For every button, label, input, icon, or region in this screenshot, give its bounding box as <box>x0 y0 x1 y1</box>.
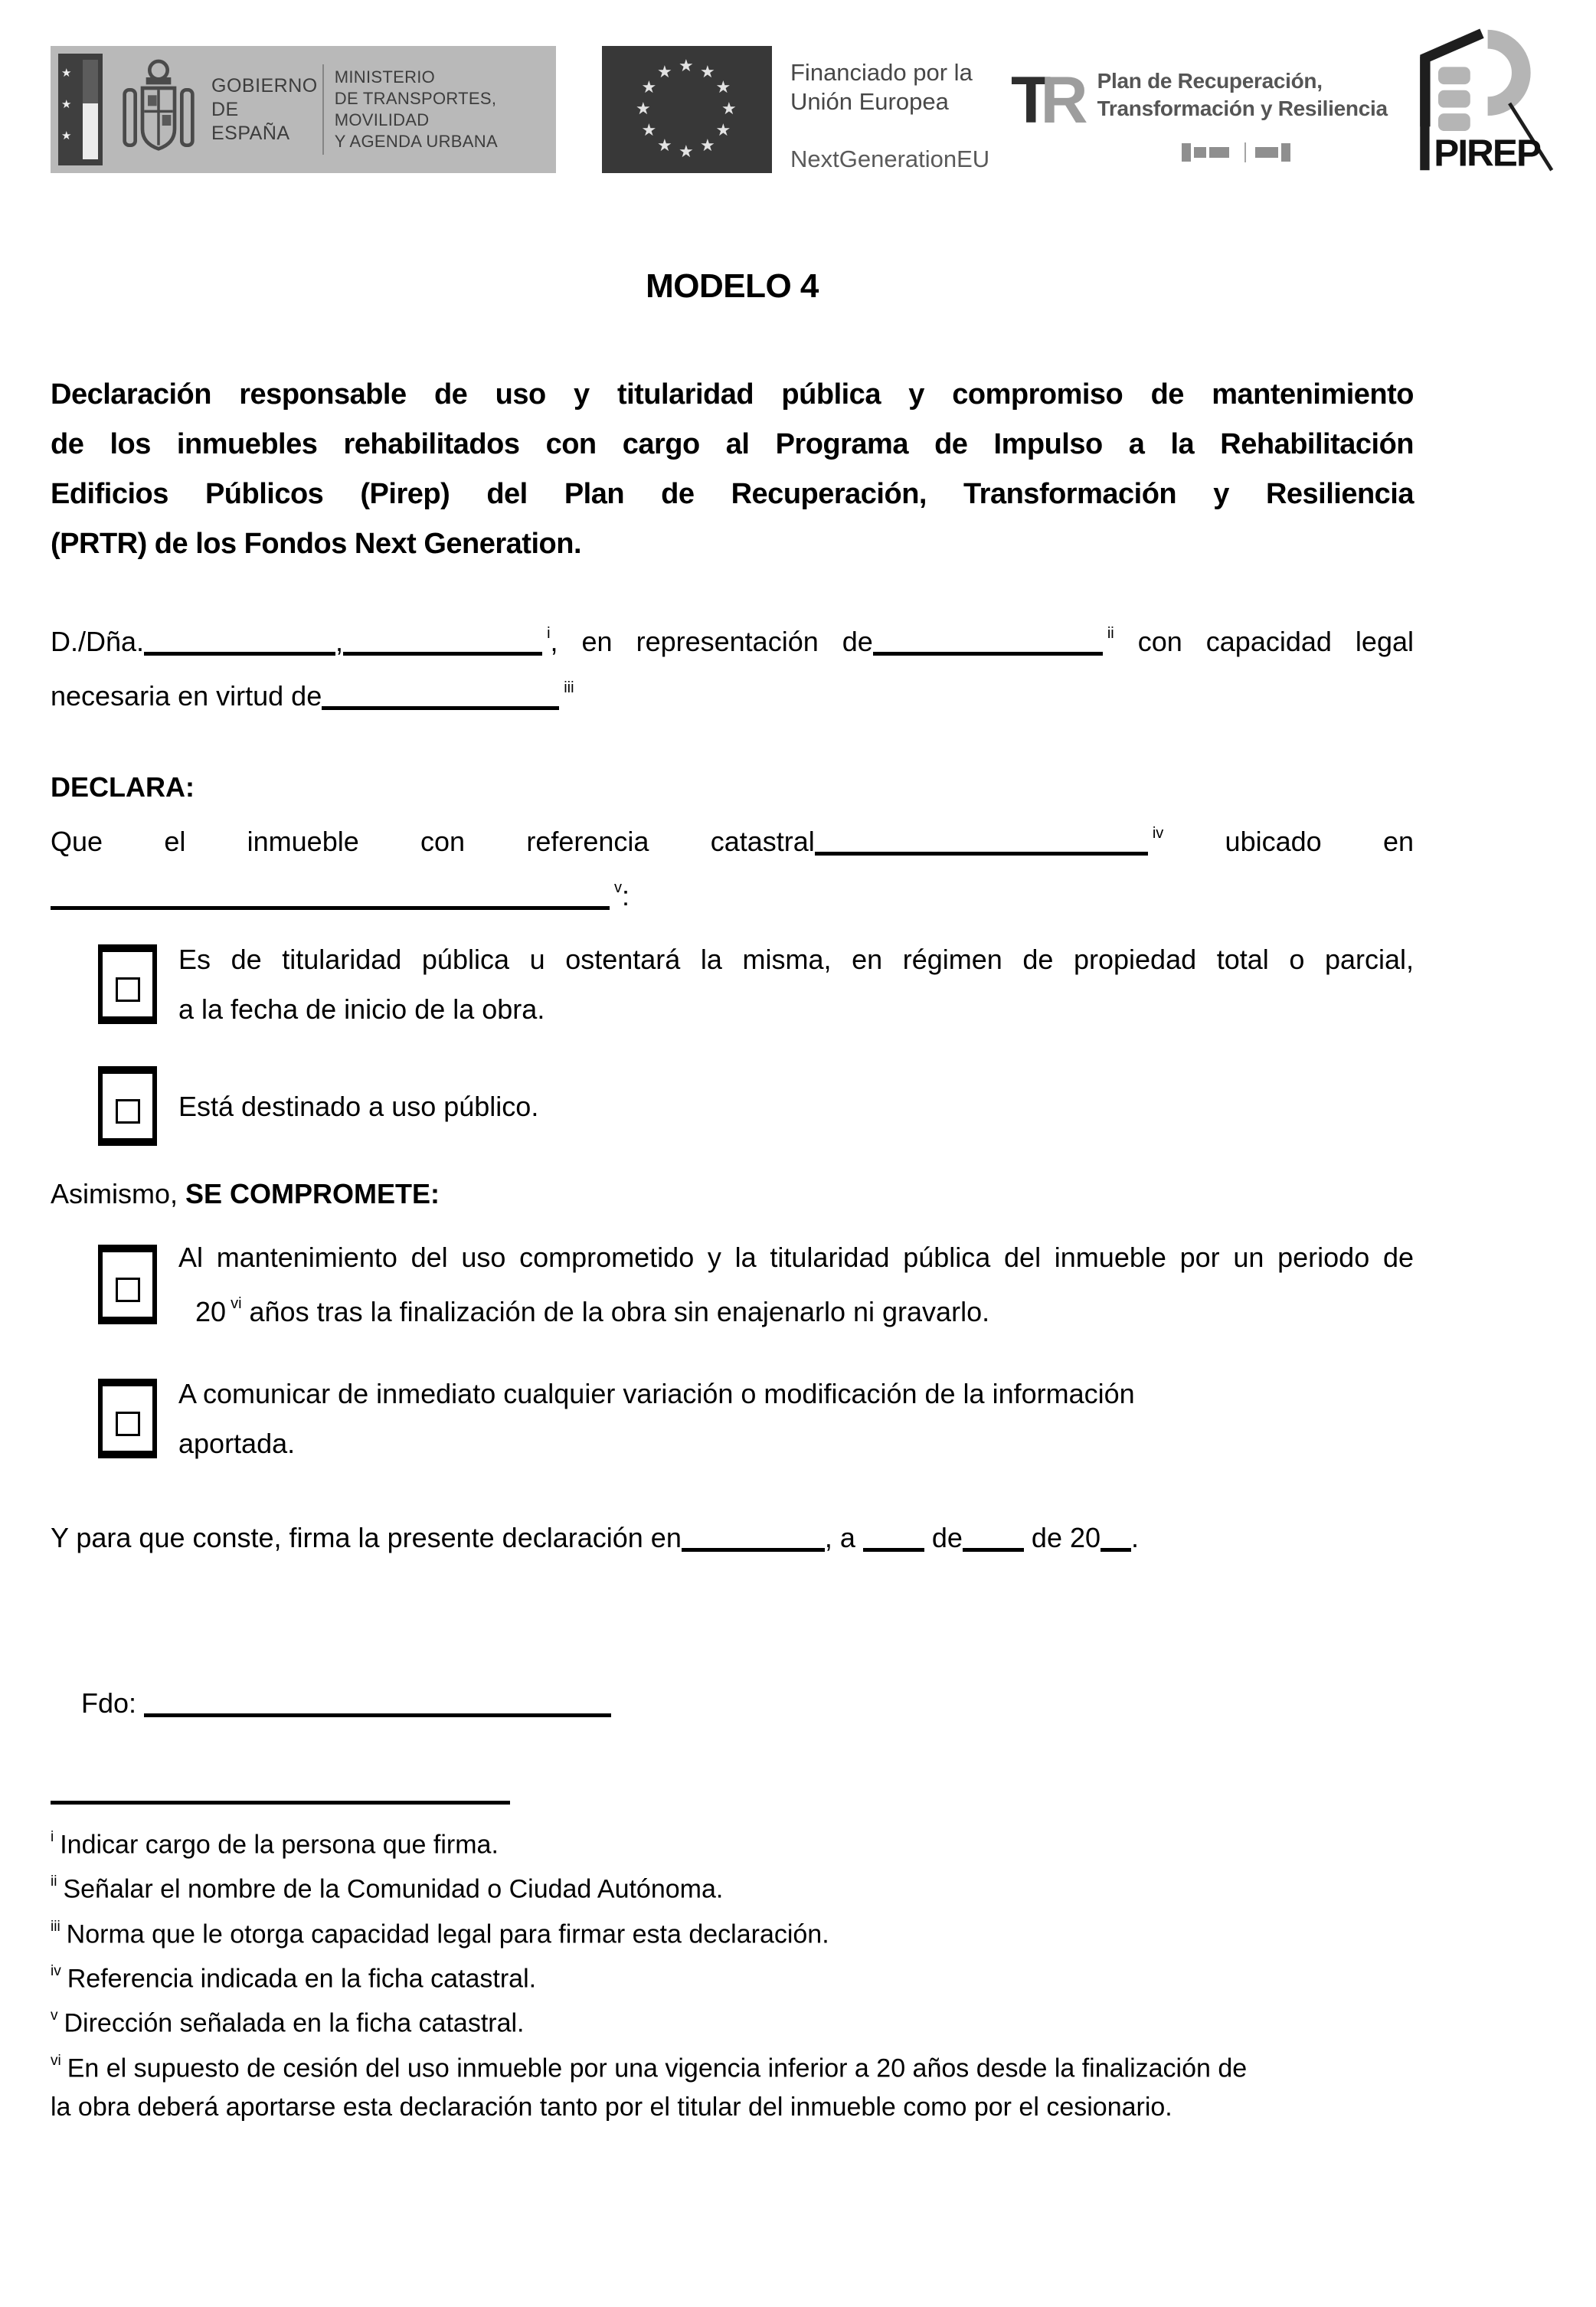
text-line <box>178 1369 1414 1419</box>
ministerio-line2: DE TRANSPORTES, MOVILIDAD <box>334 89 497 129</box>
fdo-label: Fdo: <box>81 1687 145 1719</box>
text-run: de los inmuebles rehabilitados con cargo al Programa de Impulso a la Rehabilitación <box>51 428 1414 460</box>
footnotes <box>51 1820 1414 2127</box>
flag-stripe <box>83 60 98 159</box>
checklist-item-text <box>178 1369 1414 1468</box>
prtr-text <box>1097 67 1388 162</box>
text-run: , <box>335 626 344 657</box>
pirep-logo-icon <box>1409 25 1555 182</box>
prtr-logo <box>1011 64 1388 162</box>
blank-field[interactable] <box>1101 1525 1131 1552</box>
text-run: Es de titularidad pública u ostentará la misma, en régimen de propiedad total o parcial, <box>178 944 1414 975</box>
spain-government-logo <box>51 46 556 173</box>
text-line <box>178 1232 1414 1282</box>
gobierno-line1: GOBIERNO <box>211 74 318 97</box>
checklist-item-text <box>178 934 1414 1034</box>
spain-coat-of-arms-icon <box>113 56 204 163</box>
footnote-ref: i <box>547 625 551 642</box>
text-run: , a <box>824 1522 863 1553</box>
footnote-ref: vi <box>231 1295 242 1312</box>
blank-field[interactable] <box>51 883 610 910</box>
eu-star-icon: ★ <box>657 136 672 155</box>
footnote-text: Referencia indicada en la ficha catastral. <box>67 1964 537 1994</box>
flag-stars-icon: ★ ★ ★ <box>61 67 72 142</box>
checklist-item <box>51 934 1414 1034</box>
declara-section <box>51 762 1414 921</box>
eu-star-icon: ★ <box>700 61 715 81</box>
footnote-line <box>51 1954 1414 1998</box>
checkbox[interactable] <box>98 1379 157 1458</box>
spain-flag-icon <box>58 54 103 165</box>
footnote-text: Indicar cargo de la persona que firma. <box>60 1830 499 1860</box>
footnote-text: la obra deberá aportarse esta declaración tanto por el titular del inmueble como por el cesionario. <box>51 2092 1172 2122</box>
footnote-ref: iv <box>1152 825 1164 842</box>
eu-star-icon: ★ <box>721 99 737 118</box>
text-line <box>51 420 1414 470</box>
tr-logo-icon: TR <box>1011 64 1085 137</box>
blank-field[interactable] <box>682 1525 825 1552</box>
footnote-marker: iii <box>51 1918 61 1935</box>
checklist-item-text <box>178 1082 1414 1131</box>
text-run: de 20 <box>1023 1522 1101 1553</box>
eu-star-icon: ★ <box>657 61 672 81</box>
ministerio-line3: Y AGENDA URBANA <box>334 132 498 151</box>
eu-star-icon: ★ <box>679 142 694 161</box>
text-run: (PRTR) de los Fondos Next Generation. <box>51 528 581 560</box>
eu-star-icon: ★ <box>679 56 694 75</box>
mini-logos <box>1182 142 1388 162</box>
footnote-marker: vi <box>51 2052 61 2069</box>
header-logos <box>51 46 1540 182</box>
eu-star-icon: ★ <box>700 136 715 155</box>
gobierno-text <box>211 74 318 146</box>
blank-field[interactable] <box>863 1525 924 1552</box>
blank-field[interactable] <box>322 683 559 710</box>
checklist-item <box>51 1232 1414 1337</box>
nextgeneu-label: NextGenerationEU <box>790 146 990 172</box>
text-run: con capacidad legal <box>1114 626 1414 657</box>
logo-divider <box>322 64 324 155</box>
footnote-line <box>51 1909 1414 1954</box>
mini-logo-icon <box>1182 142 1235 162</box>
text-line <box>51 812 1414 866</box>
checkbox[interactable] <box>98 944 157 1024</box>
blank-field[interactable] <box>144 629 335 656</box>
fdo-line <box>51 1628 1414 1778</box>
footnote-line <box>51 1820 1414 1864</box>
text-line <box>51 519 1414 569</box>
text-line <box>51 470 1414 519</box>
text-run: aportada. <box>178 1428 296 1459</box>
prtr-line2: Transformación y Resiliencia <box>1097 97 1388 120</box>
checklist-item <box>51 1066 1414 1146</box>
footnote-text: Norma que le otorga capacidad legal para firmar esta declaración. <box>66 1919 829 1949</box>
text-run: Y para que conste, firma la presente declaración en <box>51 1522 682 1553</box>
footnote-marker: ii <box>51 1873 57 1890</box>
text-line <box>178 934 1414 984</box>
mini-logo-icon <box>1255 142 1309 162</box>
compromete-checklist <box>51 1232 1414 1468</box>
footnote-line <box>51 1998 1414 2043</box>
footnote-line <box>51 2044 1414 2088</box>
text-run: Está destinado a uso público. <box>178 1090 539 1122</box>
text-run: . <box>1131 1522 1140 1553</box>
text-run: necesaria en virtud de <box>51 680 322 712</box>
footnote-line <box>51 2088 1414 2127</box>
eu-star-icon: ★ <box>715 77 731 97</box>
text-run: Declaración responsable de uso y titularidad pública y compromiso de mantenimiento <box>51 378 1414 411</box>
text-line <box>51 612 1414 666</box>
checklist-item <box>51 1369 1414 1468</box>
text-run: Asimismo, <box>51 1178 186 1209</box>
checklist-item-text <box>178 1232 1414 1337</box>
text-line <box>178 1282 1414 1337</box>
text-line <box>178 1419 1414 1468</box>
text-run: A comunicar de inmediato cualquier variación o modificación de la información <box>178 1378 1135 1409</box>
eu-star-icon: ★ <box>715 120 731 139</box>
eu-star-icon: ★ <box>641 120 657 139</box>
text-run: a la fecha de inicio de la obra. <box>178 993 545 1025</box>
footnote-ref: ii <box>1107 625 1114 642</box>
text-line <box>51 666 1414 721</box>
ministerio-line1: MINISTERIO <box>334 67 436 87</box>
checkbox[interactable] <box>98 1066 157 1146</box>
page-title: MODELO 4 <box>646 267 819 305</box>
pirep-label: PIREP <box>1434 132 1540 175</box>
text-run: , en representación de <box>550 626 873 657</box>
checkbox[interactable] <box>98 1245 157 1324</box>
footnote-text: Señalar el nombre de la Comunidad o Ciudad Autónoma. <box>63 1874 724 1904</box>
text-run: D./Dña. <box>51 626 145 657</box>
footnote-ref: iii <box>564 679 574 696</box>
gobierno-line2: DE ESPAÑA <box>211 98 290 144</box>
prtr-line1: Plan de Recuperación, <box>1097 69 1323 93</box>
heading-paragraph <box>51 370 1414 569</box>
text-line <box>178 1082 1414 1131</box>
eu-flag-icon <box>602 46 772 173</box>
intro-paragraph <box>51 612 1414 721</box>
text-line <box>51 370 1414 420</box>
eu-funding-line2: Unión Europea <box>790 88 949 115</box>
text-run: 20 <box>188 1296 227 1327</box>
signature-blank-field[interactable] <box>144 1690 611 1717</box>
signature-sentence <box>51 1513 1414 1563</box>
footnote-separator <box>51 1801 510 1805</box>
footnote-marker: v <box>51 2008 58 2024</box>
eu-funding-lines <box>790 58 983 116</box>
eu-star-icon: ★ <box>641 77 657 97</box>
text-run: Edificios Públicos (Pirep) del Plan de Recuperación, Transformación y Resiliencia <box>51 478 1414 510</box>
footnote-ref: v <box>614 879 622 896</box>
eu-funding-text <box>790 58 990 173</box>
text-run: ubicado en <box>1163 826 1414 857</box>
text-run: Que el inmueble con referencia catastral <box>51 826 815 857</box>
blank-field[interactable] <box>343 629 542 656</box>
footnote-text: En el supuesto de cesión del uso inmueble por una vigencia inferior a 20 años desde la finalización de <box>67 2053 1248 2083</box>
text-run: años tras la finalización de la obra sin enajenarlo ni gravarlo. <box>241 1296 990 1327</box>
footnote-marker: i <box>51 1829 54 1845</box>
footnote-text: Dirección señalada en la ficha catastral. <box>64 2008 525 2038</box>
eu-star-icon: ★ <box>636 99 651 118</box>
text-run: de <box>924 1522 963 1553</box>
declara-label: DECLARA: <box>51 771 195 803</box>
ministerio-text <box>335 67 556 152</box>
declara-checklist <box>51 934 1414 1146</box>
declara-lines <box>51 812 1414 921</box>
text-run: SE COMPROMETE: <box>185 1178 440 1209</box>
footnote-line <box>51 1864 1414 1909</box>
text-line <box>51 866 1414 921</box>
text-run: Al mantenimiento del uso comprometido y la titularidad pública del inmueble por un periodo de <box>178 1242 1414 1273</box>
eu-funding-line1: Financiado por la <box>790 59 973 86</box>
blank-field[interactable] <box>873 629 1103 656</box>
blank-field[interactable] <box>815 829 1148 856</box>
text-line <box>178 984 1414 1034</box>
text-run: : <box>622 880 630 911</box>
footnote-marker: iv <box>51 1962 61 1979</box>
asimismo-line <box>51 1169 1414 1219</box>
blank-field[interactable] <box>963 1525 1024 1552</box>
